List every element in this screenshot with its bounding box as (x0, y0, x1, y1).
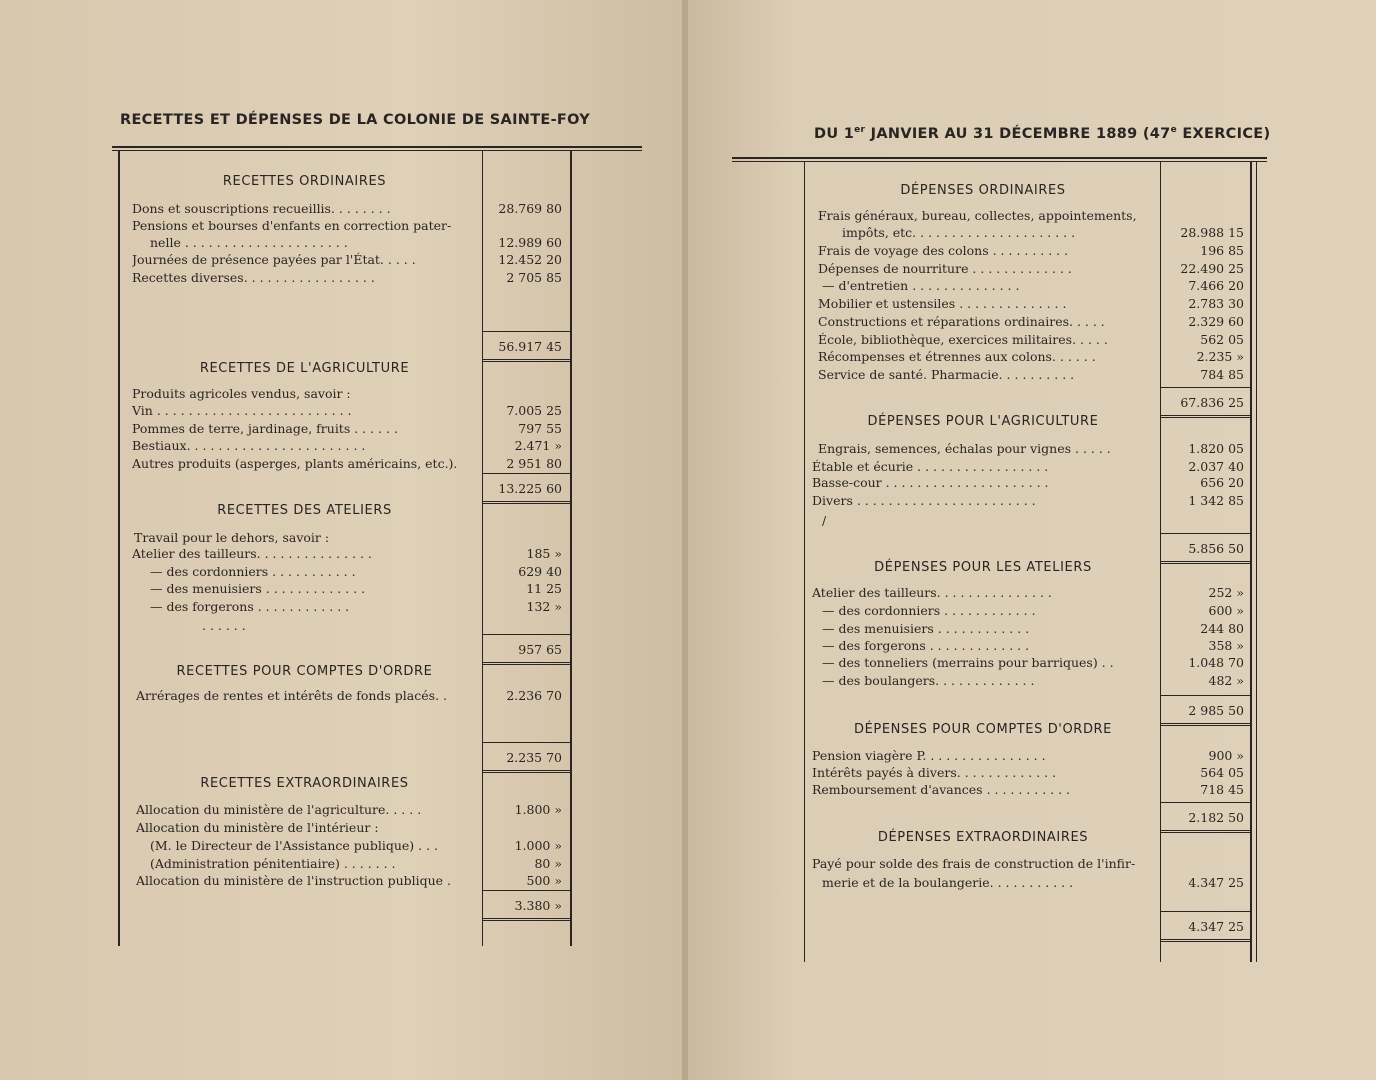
ledger-line: Atelier des tailleurs. . . . . . . . . . . . . . . (812, 585, 1052, 600)
ledger-amount: 797 55 (518, 421, 562, 436)
section-title: DÉPENSES POUR LES ATELIERS (874, 560, 1092, 575)
ledger-amount: 2 951 80 (506, 456, 562, 471)
total-rule (483, 359, 570, 362)
section-total: 2.235 70 (506, 750, 562, 765)
subtotal-rule (483, 890, 570, 891)
table-right-border (1256, 162, 1257, 962)
ledger-line: Arrérages de rentes et intérêts de fonds placés. . (136, 688, 447, 703)
left-accounts-table (112, 146, 642, 946)
ledger-amount: 11 25 (526, 581, 562, 596)
ledger-amount: 244 80 (1200, 621, 1244, 636)
ledger-line: Intérêts payés à divers. . . . . . . . . . . . . (812, 765, 1057, 780)
ledger-amount: 252 » (1208, 585, 1244, 600)
ledger-line: — des menuisiers . . . . . . . . . . . . . (150, 581, 366, 596)
ledger-amount: 1.820 05 (1188, 441, 1244, 456)
ledger-line: Remboursement d'avances . . . . . . . . . . . (812, 782, 1071, 797)
table-left-rule (804, 162, 805, 962)
ledger-line: Récompenses et étrennes aux colons. . . . . . (818, 349, 1096, 364)
ledger-line: impôts, etc. . . . . . . . . . . . . . . . . . . . . (842, 225, 1076, 240)
ledger-line: — des forgerons . . . . . . . . . . . . (150, 599, 350, 614)
ledger-amount: 2.235 » (1196, 349, 1244, 364)
section-title: DÉPENSES ORDINAIRES (900, 183, 1066, 198)
ledger-amount: 28.988 15 (1180, 225, 1244, 240)
table-top-rule (732, 157, 1267, 162)
ledger-amount: 196 85 (1200, 243, 1244, 258)
ledger-amount: 2.236 70 (506, 688, 562, 703)
ledger-line: Journées de présence payées par l'État. . . . . (132, 252, 416, 267)
ledger-line: Étable et écurie . . . . . . . . . . . . . . . . . (812, 459, 1049, 474)
ledger-amount: 500 » (526, 873, 562, 888)
ledger-amount: 7.466 20 (1188, 278, 1244, 293)
ledger-line: Mobilier et ustensiles . . . . . . . . . . . . . . (818, 296, 1067, 311)
amount-column-right-rule (1250, 162, 1252, 962)
ledger-amount: 2.471 » (514, 438, 562, 453)
section-total: 13.225 60 (498, 481, 562, 496)
subtotal-rule (483, 331, 570, 332)
ledger-line: Engrais, semences, échalas pour vignes . . . . . (818, 441, 1111, 456)
ledger-amount: 784 85 (1200, 367, 1244, 382)
section-total: 56.917 45 (498, 339, 562, 354)
ledger-amount: 482 » (1208, 673, 1244, 688)
section-title: RECETTES EXTRAORDINAIRES (200, 776, 409, 791)
ledger-amount: 629 40 (518, 564, 562, 579)
amount-column-right-rule (570, 151, 572, 946)
ledger-amount: 900 » (1208, 748, 1244, 763)
ledger-line: Produits agricoles vendus, savoir : (132, 386, 351, 401)
ledger-line: nelle . . . . . . . . . . . . . . . . . . . . . (150, 235, 348, 250)
ledger-amount: 1.048 70 (1188, 655, 1244, 670)
ledger-line: Dépenses de nourriture . . . . . . . . . . . . . (818, 261, 1072, 276)
ledger-line: (Administration pénitentiaire) . . . . . . . (150, 856, 396, 871)
total-rule (483, 918, 570, 921)
ledger-line: Dons et souscriptions recueillis. . . . . . . . (132, 201, 391, 216)
ledger-amount: 2.037 40 (1188, 459, 1244, 474)
table-top-rule (112, 146, 642, 151)
ledger-line: Allocation du ministère de l'instruction publique . (136, 873, 452, 888)
ledger-amount: 2 705 85 (506, 270, 562, 285)
ledger-amount: 22.490 25 (1180, 261, 1244, 276)
subtotal-rule (1161, 533, 1250, 534)
section-title: DÉPENSES POUR COMPTES D'ORDRE (853, 722, 1112, 737)
ledger-line: Basse-cour . . . . . . . . . . . . . . . . . . . . . (812, 475, 1049, 490)
ledger-line: — d'entretien . . . . . . . . . . . . . . (822, 278, 1020, 293)
subtotal-rule (483, 742, 570, 743)
section-total: 5.856 50 (1188, 541, 1244, 556)
ledger-line: — des forgerons . . . . . . . . . . . . . (822, 638, 1030, 653)
ledger-line: Pension viagère P. . . . . . . . . . . . . . . . (812, 748, 1046, 763)
subtotal-rule (483, 473, 570, 474)
ledger-amount: 185 » (526, 546, 562, 561)
ledger-line: Allocation du ministère de l'intérieur : (136, 820, 379, 835)
ledger-line: Atelier des tailleurs. . . . . . . . . . . . . . . (132, 546, 372, 561)
subtotal-rule (1161, 387, 1250, 388)
amount-column-rule (482, 151, 483, 946)
section-total: 957 65 (518, 642, 562, 657)
total-rule (1161, 723, 1250, 726)
ledger-amount: 600 » (1208, 603, 1244, 618)
ledger-line: / (822, 513, 827, 528)
ledger-line: Recettes diverses. . . . . . . . . . . . . . . . . (132, 270, 375, 285)
ledger-amount: 358 » (1208, 638, 1244, 653)
right-running-head: DU 1er JANVIER AU 31 DÉCEMBRE 1889 (47e EXERCICE) (814, 125, 1271, 142)
section-total: 67.836 25 (1180, 395, 1244, 410)
ledger-amount: 564 05 (1200, 765, 1244, 780)
ledger-amount: 2.329 60 (1188, 314, 1244, 329)
left-running-head: RECETTES ET DÉPENSES DE LA COLONIE DE SAINTE-FOY (120, 112, 591, 128)
section-title: RECETTES DE L'AGRICULTURE (199, 361, 410, 376)
ledger-line: — des cordonniers . . . . . . . . . . . (150, 564, 356, 579)
ledger-amount: 1 342 85 (1188, 493, 1244, 508)
total-rule (1161, 830, 1250, 833)
ledger-amount: 12.989 60 (498, 235, 562, 250)
ledger-line: Constructions et réparations ordinaires. . . . . (818, 314, 1105, 329)
ledger-line: . . . . . . (202, 618, 246, 633)
total-rule (483, 770, 570, 773)
ledger-amount: 7.005 25 (506, 403, 562, 418)
ledger-line: Pensions et bourses d'enfants en correction pater- (132, 218, 452, 233)
ledger-amount: 1.800 » (514, 802, 562, 817)
table-left-border (118, 151, 120, 946)
ledger-line: — des boulangers. . . . . . . . . . . . . (822, 673, 1035, 688)
ledger-line: Autres produits (asperges, plants américains, etc.). (132, 456, 458, 471)
ledger-line: merie et de la boulangerie. . . . . . . . . . . (822, 875, 1074, 890)
ledger-line: Frais de voyage des colons . . . . . . . . . . (818, 243, 1069, 258)
ledger-line: Frais généraux, bureau, collectes, appointements, (818, 208, 1137, 223)
section-title: RECETTES ORDINAIRES (222, 174, 387, 189)
subtotal-rule (1161, 911, 1250, 912)
ledger-amount: 28.769 80 (498, 201, 562, 216)
subtotal-rule (483, 634, 570, 635)
total-rule (1161, 415, 1250, 418)
total-rule (483, 501, 570, 504)
ledger-amount: 718 45 (1200, 782, 1244, 797)
ledger-line: Vin . . . . . . . . . . . . . . . . . . . . . . . . . (132, 403, 352, 418)
ledger-line: Travail pour le dehors, savoir : (134, 530, 330, 545)
section-title: DÉPENSES POUR L'AGRICULTURE (867, 414, 1099, 429)
total-rule (1161, 561, 1250, 564)
ledger-line: Bestiaux. . . . . . . . . . . . . . . . . . . . . . . (132, 438, 366, 453)
ledger-amount: 80 » (534, 856, 562, 871)
section-total: 2 985 50 (1188, 703, 1244, 718)
total-rule (483, 662, 570, 665)
ledger-amount: 12.452 20 (498, 252, 562, 267)
ledger-amount: 2.783 30 (1188, 296, 1244, 311)
ledger-amount: 562 05 (1200, 332, 1244, 347)
subtotal-rule (1161, 802, 1250, 803)
section-total: 3.380 » (514, 898, 562, 913)
ledger-line: Payé pour solde des frais de construction de l'infir- (812, 856, 1136, 871)
total-rule (1161, 939, 1250, 942)
ledger-line: — des tonneliers (merrains pour barriques) . . (822, 655, 1114, 670)
ledger-line: Allocation du ministère de l'agriculture. . . . . (136, 802, 422, 817)
ledger-line: Service de santé. Pharmacie. . . . . . . . . . (818, 367, 1075, 382)
ledger-amount: 132 » (526, 599, 562, 614)
section-title: RECETTES POUR COMPTES D'ORDRE (176, 664, 433, 679)
ledger-line: École, bibliothèque, exercices militaires. . . . . (818, 332, 1108, 347)
ledger-amount: 656 20 (1200, 475, 1244, 490)
ledger-amount: 4.347 25 (1188, 875, 1244, 890)
right-accounts-table (732, 157, 1267, 962)
section-title: DÉPENSES EXTRAORDINAIRES (877, 830, 1089, 845)
subtotal-rule (1161, 695, 1250, 696)
ledger-line: Pommes de terre, jardinage, fruits . . . . . . (132, 421, 398, 436)
ledger-line: Divers . . . . . . . . . . . . . . . . . . . . . . . (812, 493, 1036, 508)
ledger-amount: 1.000 » (514, 838, 562, 853)
ledger-line: — des menuisiers . . . . . . . . . . . . (822, 621, 1030, 636)
ledger-line: — des cordonniers . . . . . . . . . . . . (822, 603, 1036, 618)
section-title: RECETTES DES ATELIERS (217, 503, 392, 518)
section-total: 4.347 25 (1188, 919, 1244, 934)
section-total: 2.182 50 (1188, 810, 1244, 825)
ledger-line: (M. le Directeur de l'Assistance publique) . . . (150, 838, 438, 853)
